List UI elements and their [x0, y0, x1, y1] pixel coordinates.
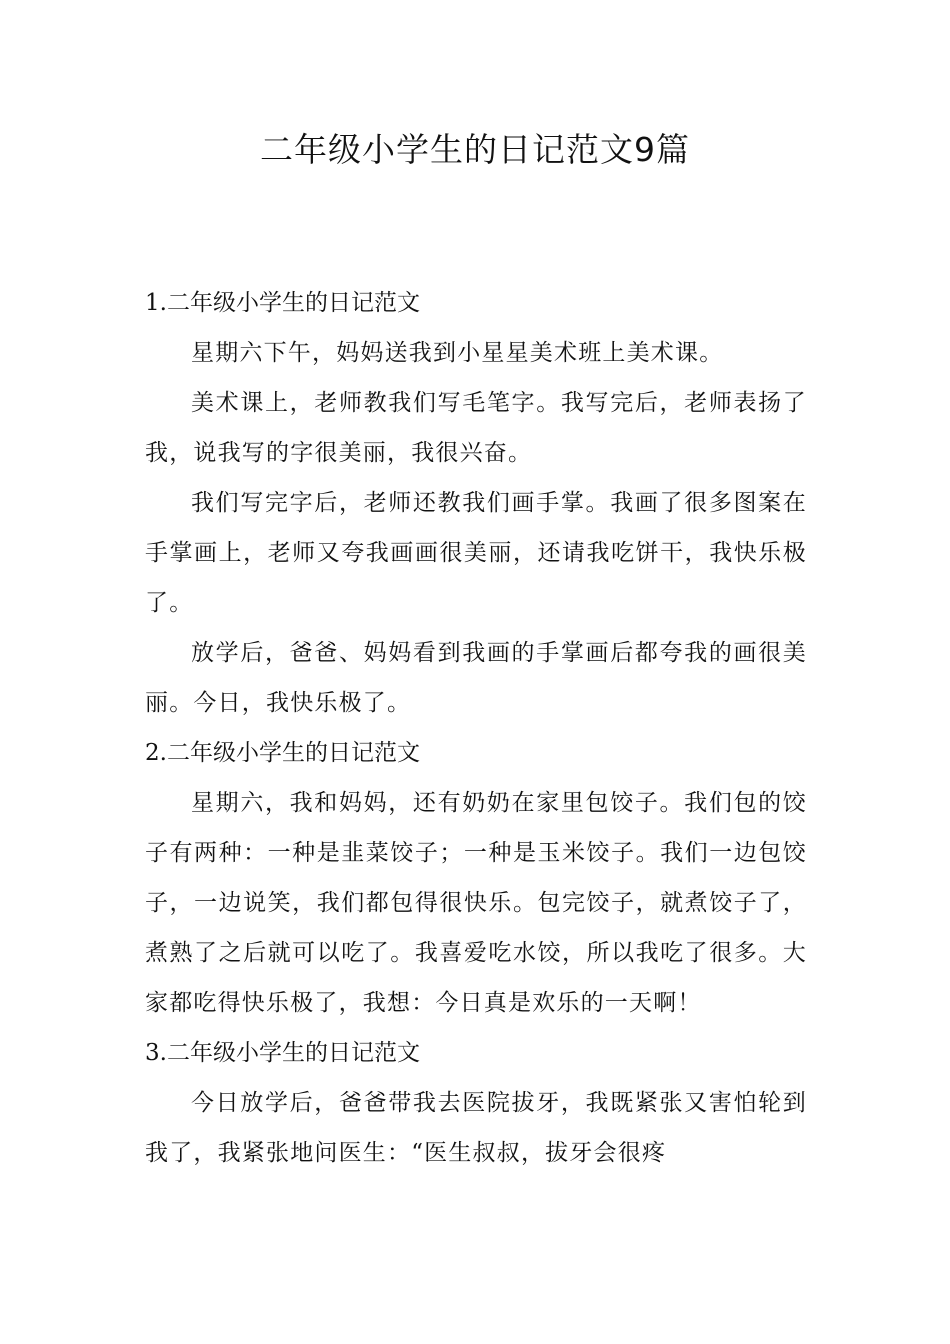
- paragraph: 今日放学后，爸爸带我去医院拔牙，我既紧张又害怕轮到我了，我紧张地问医生：“医生叔叔，拔牙会很疼: [145, 1090, 807, 1166]
- document-title: 二年级小学生的日记范文9篇: [260, 130, 690, 169]
- paragraph: 星期六下午，妈妈送我到小星星美术班上美术课。: [191, 340, 724, 366]
- document-body: [145, 278, 807, 1178]
- paragraph: 星期六，我和妈妈，还有奶奶在家里包饺子。我们包的饺子有两种：一种是韭菜饺子；一种是玉米饺子。我们一边包饺子，一边说笑，我们都包得很快乐。包完饺子，就煮饺子了，煮熟了之后就可以吃了。我喜爱吃水饺，所以我吃了很多。大家都吃得快乐极了，我想：今日真是欢乐的一天啊！: [145, 790, 807, 1016]
- section-heading-3: 3.二年级小学生的日记范文: [145, 1040, 420, 1066]
- paragraph: 我们写完字后，老师还教我们画手掌。我画了很多图案在手掌画上，老师又夸我画画很美丽，还请我吃饼干，我快乐极了。: [145, 490, 807, 616]
- paragraph: 放学后，爸爸、妈妈看到我画的手掌画后都夸我的画很美丽。今日，我快乐极了。: [145, 640, 807, 716]
- section-heading-2: 2.二年级小学生的日记范文: [145, 740, 420, 766]
- section-heading-1: 1.二年级小学生的日记范文: [145, 290, 420, 316]
- paragraph: 美术课上，老师教我们写毛笔字。我写完后，老师表扬了我，说我写的字很美丽，我很兴奋。: [145, 390, 807, 466]
